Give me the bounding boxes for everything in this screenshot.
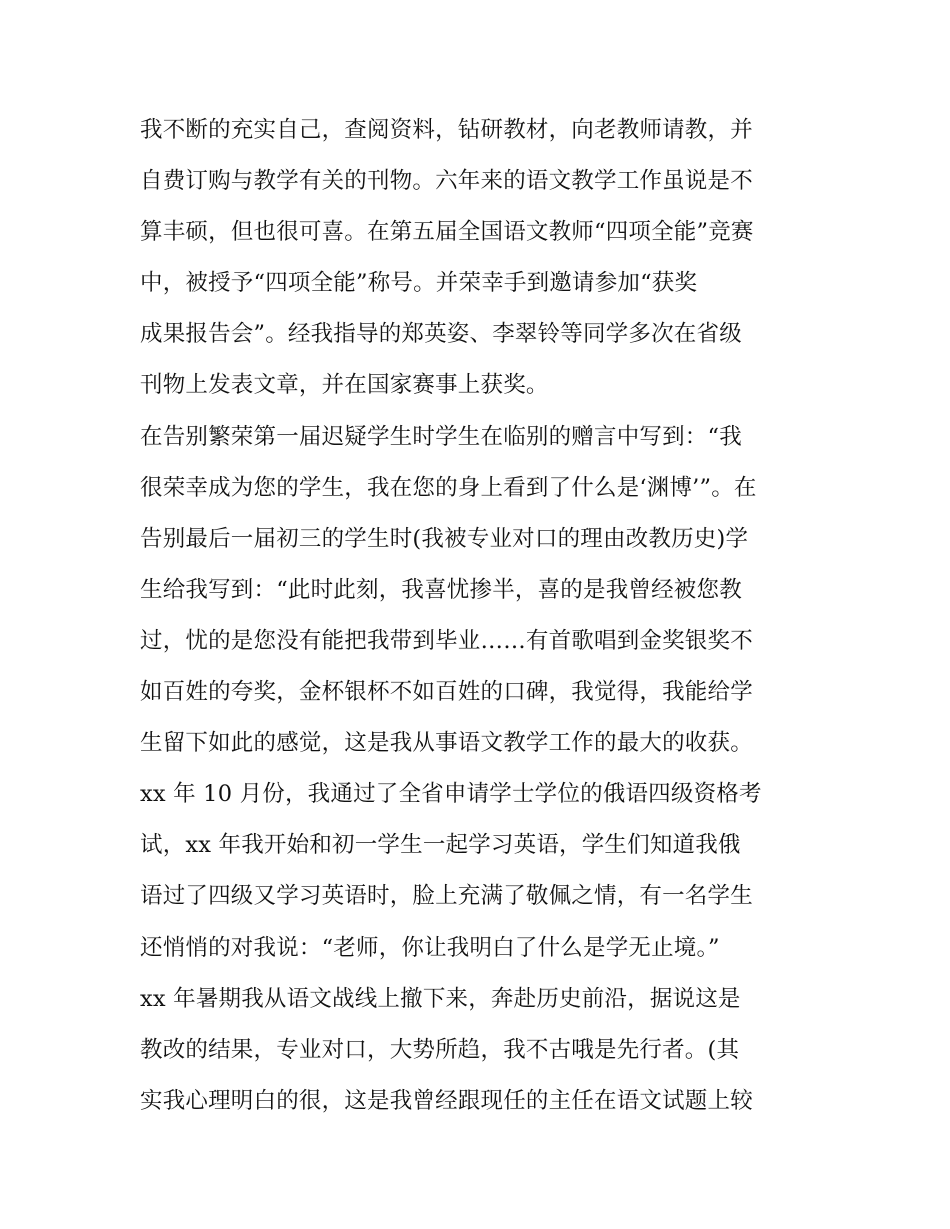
text-line: 语过了四级又学习英语时，脸上充满了敬佩之情，有一名学生 bbox=[140, 883, 753, 910]
text-line: xx 年 10 月份，我通过了全省申请学士学位的俄语四级资格考 bbox=[140, 781, 762, 808]
text-line: 我不断的充实自己，查阅资料，钻研教材，向老教师请教，并 bbox=[140, 117, 753, 143]
text-line: 实我心理明白的很，这是我曾经跟现任的主任在语文试题上较 bbox=[140, 1087, 753, 1114]
text-line: xx 年暑期我从语文战线上撤下来，奔赴历史前沿，据说这是 bbox=[140, 985, 741, 1012]
text-line: 试，xx 年我开始和初一学生一起学习英语，学生们知道我俄 bbox=[140, 832, 741, 859]
text-line: 成果报告会”。经我指导的郑英姿、李翠铃等同学多次在省级 bbox=[140, 321, 742, 348]
text-line: 生留下如此的感觉，这是我从事语文教学工作的最大的收获。 bbox=[140, 730, 753, 757]
text-line: 告别最后一届初三的学生时(我被专业对口的理由改教历史)学 bbox=[140, 525, 749, 552]
text-line: 教改的结果，专业对口，大势所趋，我不古哦是先行者。(其 bbox=[140, 1036, 740, 1063]
text-line: 很荣幸成为您的学生，我在您的身上看到了什么是‘渊博’”。在 bbox=[140, 474, 757, 501]
body-text bbox=[140, 108, 830, 1130]
text-line: 如百姓的夸奖，金杯银杯不如百姓的口碑，我觉得，我能给学 bbox=[140, 679, 753, 706]
text-line: 还悄悄的对我说：“老师，你让我明白了什么是学无止境。” bbox=[140, 934, 720, 961]
text-line: 在告别繁荣第一届迟疑学生时学生在临别的赠言中写到：“我 bbox=[140, 423, 742, 450]
text-line: 中，被授予“四项全能”称号。并荣幸手到邀请参加“获奖 bbox=[140, 270, 698, 297]
text-line: 自费订购与教学有关的刊物。六年来的语文教学工作虽说是不 bbox=[140, 168, 753, 195]
text-line: 刊物上发表文章，并在国家赛事上获奖。 bbox=[140, 372, 549, 399]
text-line: 过，忧的是您没有能把我带到毕业……有首歌唱到金奖银奖不 bbox=[140, 627, 753, 654]
text-line: 生给我写到：“此时此刻，我喜忧掺半，喜的是我曾经被您教 bbox=[140, 576, 742, 603]
text-line: 算丰硕，但也很可喜。在第五届全国语文教师“四项全能”竞赛 bbox=[140, 219, 754, 246]
